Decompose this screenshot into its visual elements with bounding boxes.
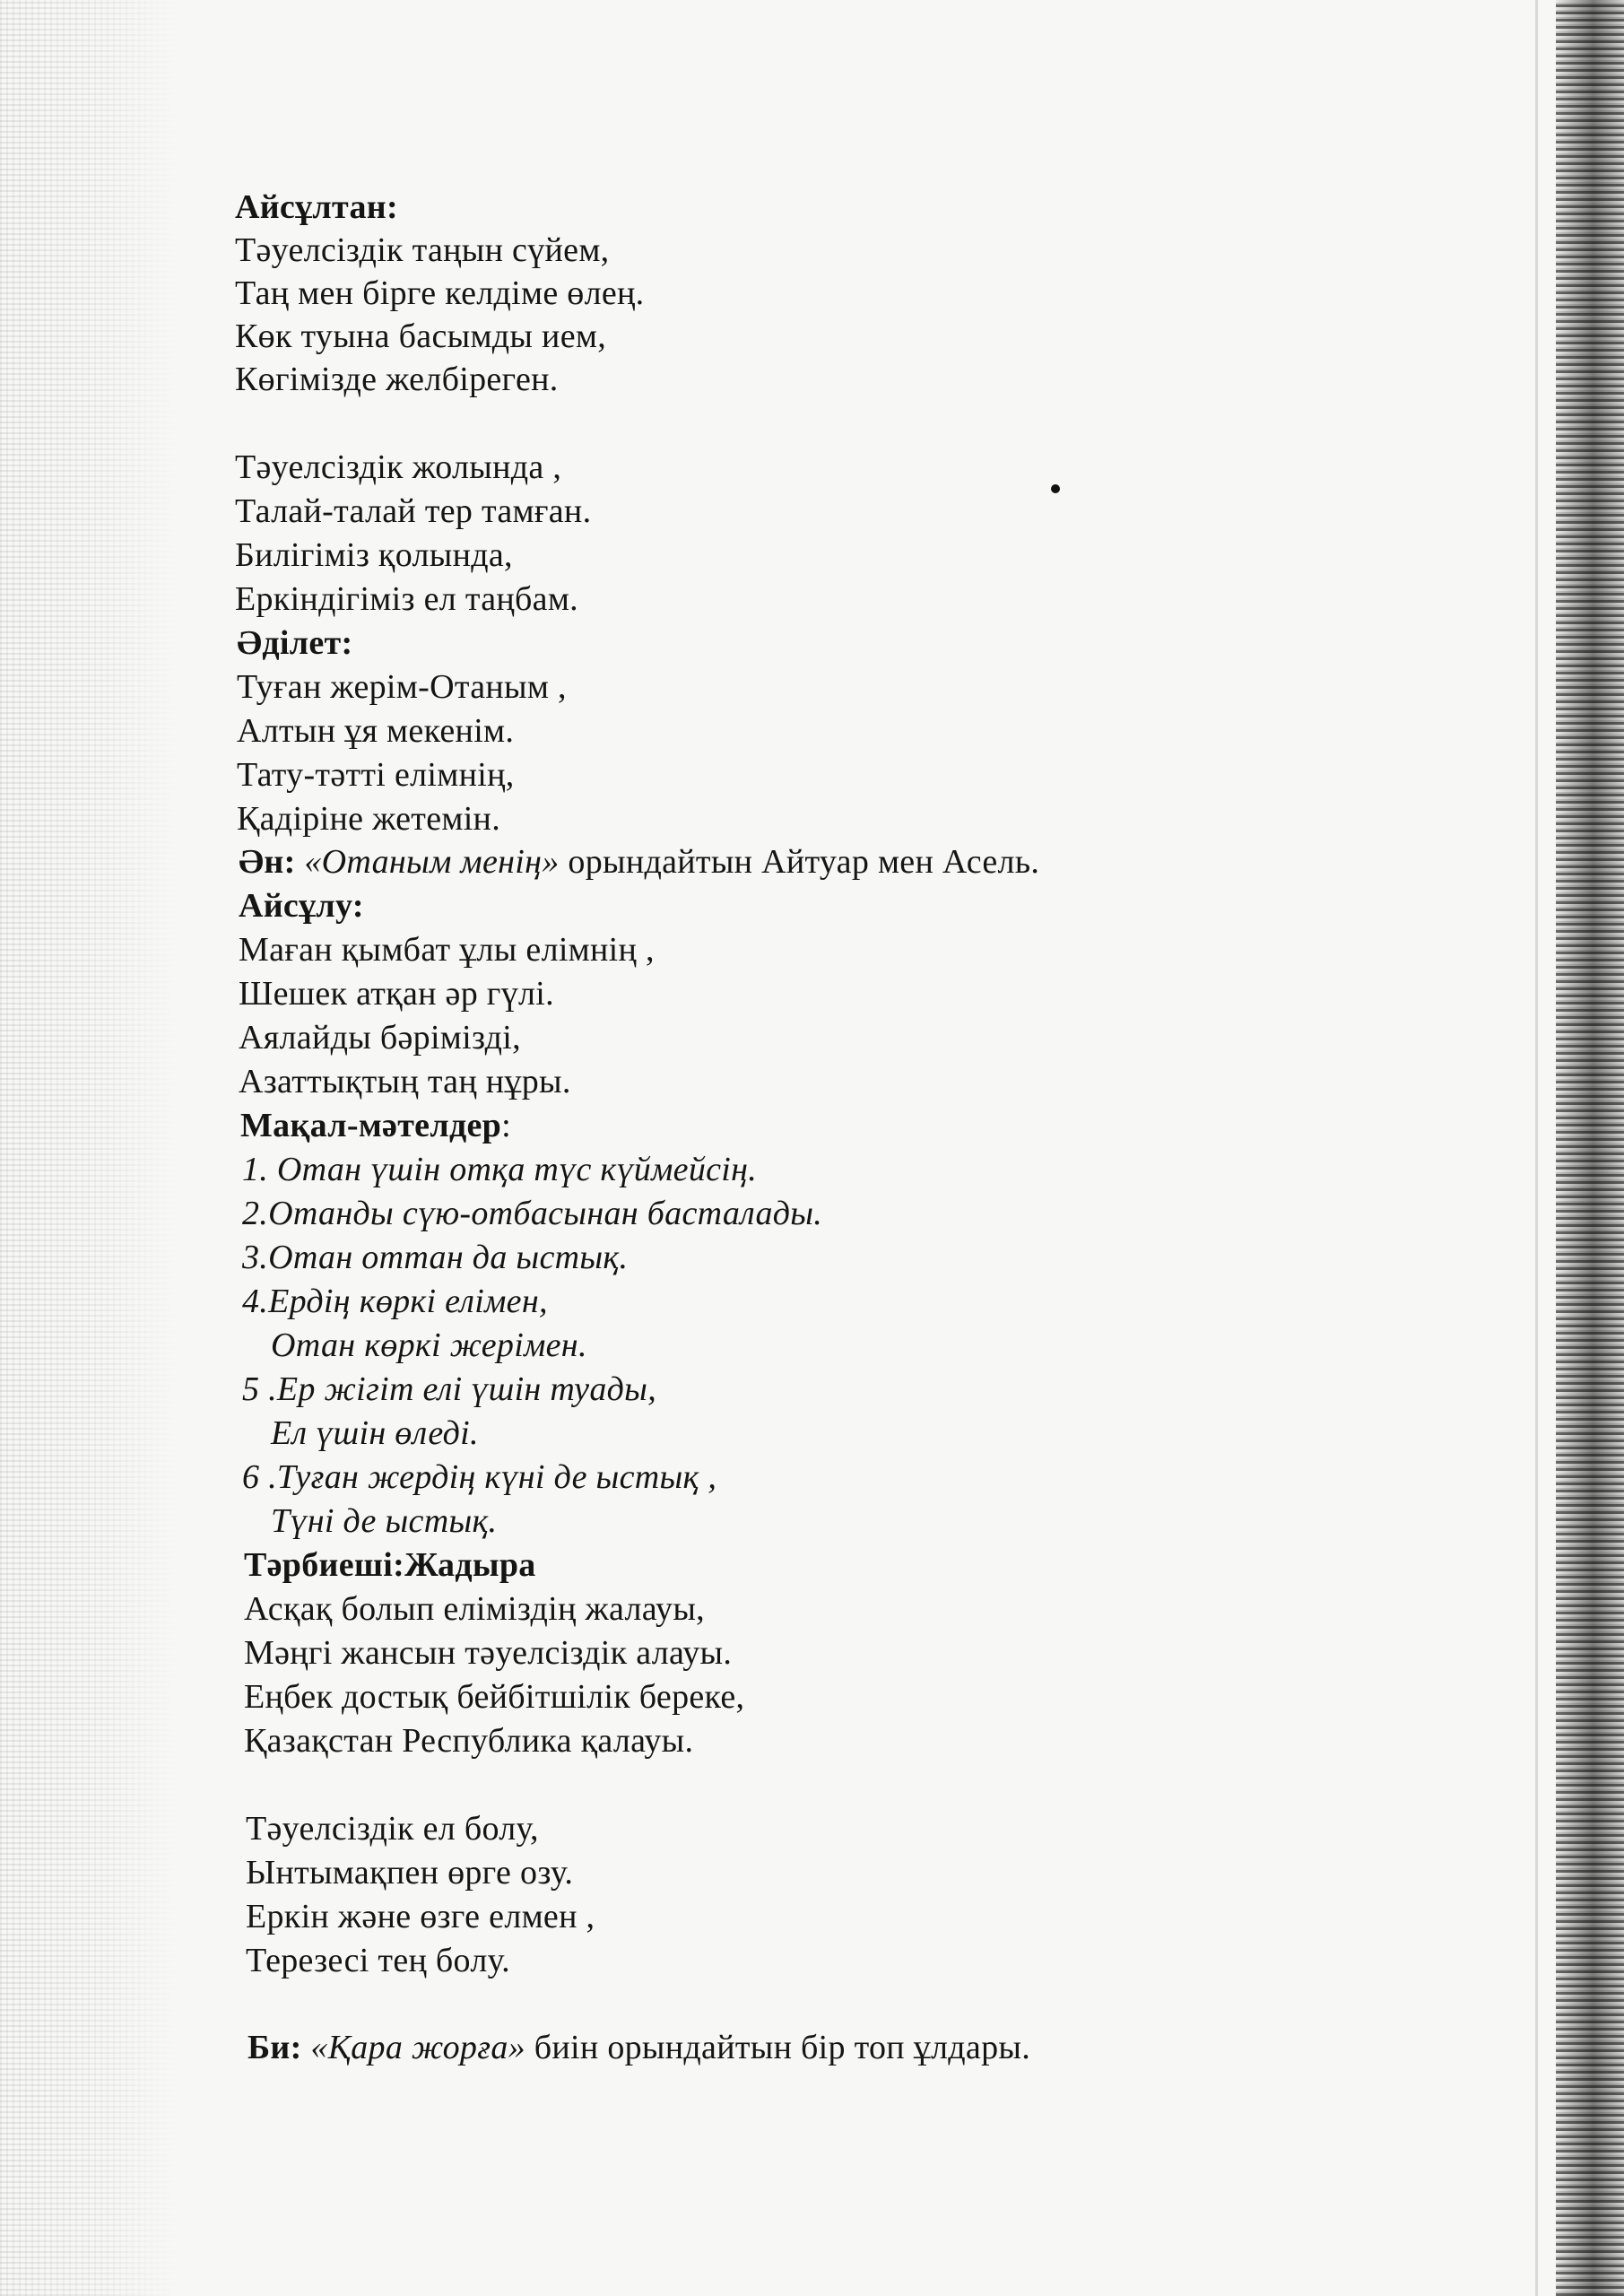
verse-line: Еркін және өзге елмен , (246, 1898, 595, 1935)
verse-line: Азаттықтың таң нұры. (239, 1063, 571, 1100)
verse-line: Терезесі тең болу. (246, 1942, 510, 1979)
proverb-line: 4.Ердің көркі елімен, (242, 1283, 548, 1320)
speaker-aisultan: Айсұлтан: (235, 188, 398, 226)
verse-line: Көгімізде желбіреген. (235, 361, 559, 398)
verse-line: Қадіріне жетемін. (237, 800, 500, 838)
verse-line: Алтын ұя мекенім. (237, 712, 515, 750)
proverb-line: Түні де ыстық. (271, 1502, 498, 1540)
verse-line: Қазақстан Республика қалауы. (244, 1722, 694, 1760)
song-label: Ән: (239, 843, 296, 881)
proverbs-heading-text: Мақал-мәтелдер (240, 1107, 502, 1144)
verse-line: Ынтымақпен өрге озу. (246, 1854, 574, 1892)
verse-line: Тәуелсіздік ел болу, (246, 1810, 539, 1848)
speaker-adilet: Әділет: (237, 624, 353, 662)
verse-line: Таң мен бірге келдіме өлең. (235, 274, 645, 312)
dance-title: «Қара жорға» (310, 2029, 525, 2066)
verse-line: Көк туына басымды ием, (235, 317, 607, 355)
proverb-line: 5 .Ер жігіт елі үшін туады, (242, 1370, 657, 1408)
verse-line: Еркіндігіміз ел таңбам. (235, 580, 578, 618)
proverbs-heading-colon: : (501, 1107, 511, 1144)
verse-line: Тату-тәтті елімнің, (237, 756, 515, 794)
verse-line: Талай-талай тер тамған. (235, 492, 592, 530)
verse-line: Мәңгі жансын тәуелсіздік алауы. (244, 1634, 733, 1672)
dance-performers: биін орындайтын бір топ ұлдары. (534, 2029, 1031, 2066)
verse-line: Шешек атқан әр гүлі. (239, 975, 554, 1013)
proverb-line: 1. Отан үшін отқа түс күймейсің. (242, 1151, 758, 1188)
verse-line: Тәуелсіздік жолында , (235, 448, 562, 486)
verse-line: Билігіміз қолында, (235, 536, 513, 574)
verse-line: Маған қымбат ұлы елімнің , (239, 931, 655, 969)
dance-line (248, 2027, 1030, 2068)
dance-label: Би: (248, 2029, 302, 2066)
speaker-aisulu: Айсұлу: (239, 887, 364, 925)
proverb-line: 3.Отан оттан да ыстық. (242, 1239, 629, 1276)
verse-line: Асқақ болып еліміздің жалауы, (244, 1590, 705, 1628)
song-title: «Отаным менің» (304, 843, 560, 881)
verse-line: Еңбек достық бейбітшілік береке, (244, 1678, 745, 1716)
verse-line: Тәуелсіздік таңын сүйем, (235, 231, 610, 269)
proverb-line: 6 .Туған жердің күні де ыстық , (242, 1458, 717, 1496)
proverb-line: Ел үшін өледі. (271, 1414, 479, 1452)
verse-line: Туған жерім-Отаным , (237, 668, 567, 706)
proverb-line: 2.Отанды сүю-отбасынан басталады. (242, 1195, 823, 1232)
proverbs-heading (240, 1105, 511, 1146)
speaker-teacher: Тәрбиеші:Жадыра (244, 1546, 536, 1584)
proverb-line: Отан көркі жерімен. (271, 1326, 587, 1364)
song-line (239, 841, 1039, 883)
verse-line: Аялайды бәрімізді, (239, 1019, 521, 1057)
song-performers: орындайтын Айтуар мен Асель. (568, 843, 1040, 881)
